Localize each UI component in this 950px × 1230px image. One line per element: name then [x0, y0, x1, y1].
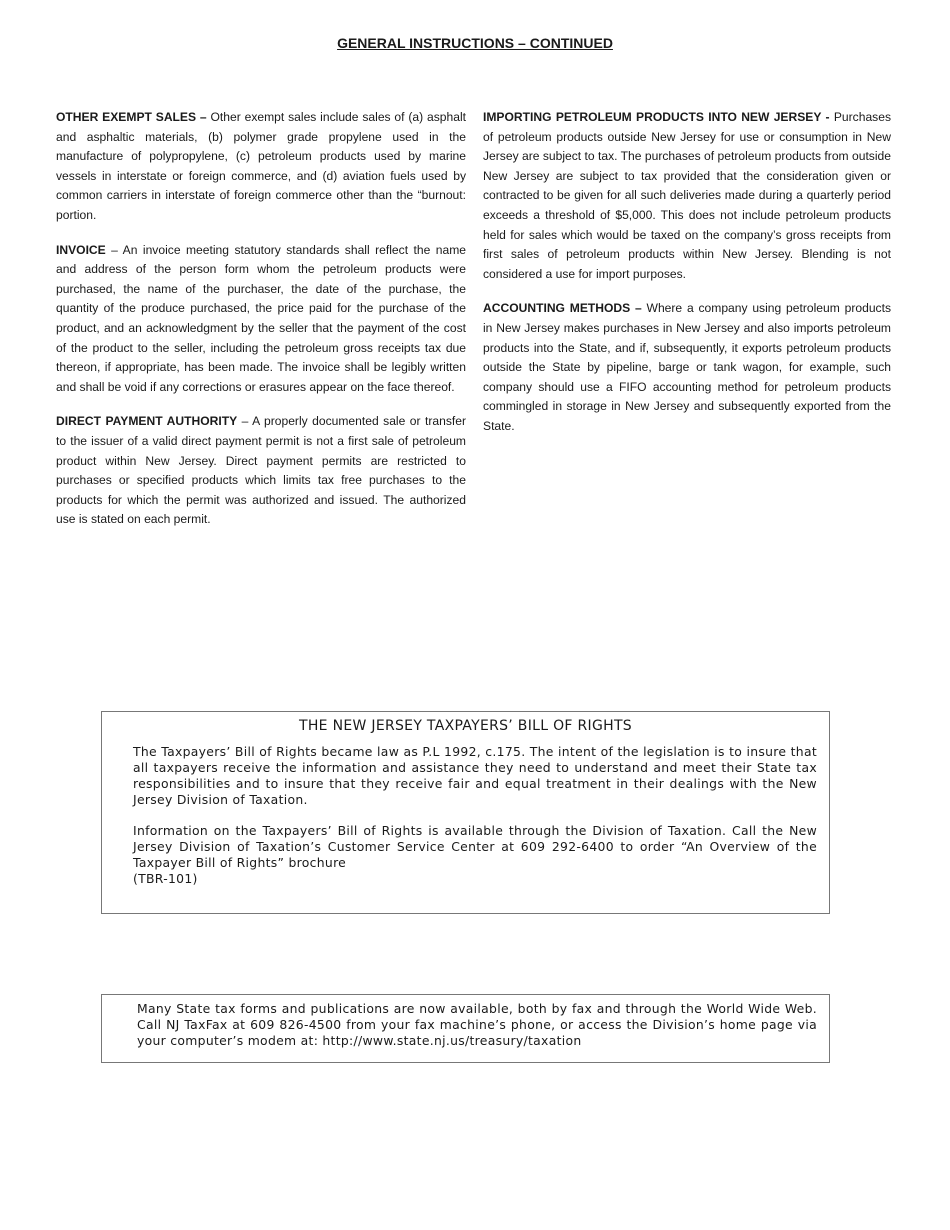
- section-heading: OTHER EXEMPT SALES –: [56, 110, 207, 124]
- bill-of-rights-title: THE NEW JERSEY TAXPAYERS’ BILL OF RIGHTS: [299, 718, 632, 734]
- section-heading: ACCOUNTING METHODS –: [483, 301, 642, 316]
- taxpayers-bill-of-rights-box: [101, 711, 830, 914]
- taxfax-notice-text: Many State tax forms and publications are now available, both by fax and through the World Wide Web. Call NJ TaxFax at 609 826-4500 from your fax machine’s phone, or access the Division’s home page via your computer’s modem at: http://www.state.nj.us/treasury/taxation: [137, 1001, 817, 1048]
- section-text: – A properly documented sale or transfer to the issuer of a valid direct payment permit is not a first sale of petroleum product within New Jersey. Direct payment permits are restricted to purchases or specified products which limits tax free purchases to the products for which the permit was authorized and issued. The authorized use is stated on each permit.: [56, 414, 467, 527]
- taxfax-notice-box: [101, 994, 830, 1063]
- section-text: Purchases of petroleum products outside New Jersey for use or consumption in New Jersey are subject to tax. The purchases of petroleum products from outside New Jersey are subject to tax provided that the consideration given or contracted to be given for all such deliveries made during a quarterly period exceeds a threshold of $5,000. This does not include petroleum products held for sales which would be taxed on the company’s gross receipts from first sales of petroleum products within New Jersey. Blending is not considered a use for import purposes.: [483, 110, 891, 281]
- right-column: [483, 108, 891, 452]
- bill-of-rights-paragraph: The Taxpayers’ Bill of Rights became law as P.L 1992, c.175. The intent of the legislation is to insure that all taxpayers receive the information and assistance they need to understand and meet their State tax responsibilities and to insure that they receive fair and equal treatment in their dealings with the New Jersey Division of Taxation.: [133, 744, 817, 807]
- section-importing-petroleum: [483, 108, 891, 284]
- section-invoice: [56, 241, 466, 398]
- form-code: (TBR-101): [133, 871, 198, 886]
- page-title: GENERAL INSTRUCTIONS – CONTINUED: [337, 35, 613, 51]
- section-heading: INVOICE: [56, 242, 106, 257]
- section-text: Other exempt sales include sales of (a) asphalt and asphaltic materials, (b) polymer grade propylene used in the manufacture of polypropylene, (c) petroleum products used by marine vessels in interstate or foreign commerce, and (d) aviation fuels used by common carriers in interstate of foreign commerce other than the “burnout: portion.: [56, 110, 466, 222]
- section-heading: IMPORTING PETROLEUM PRODUCTS INTO NEW JERSEY -: [483, 110, 830, 124]
- section-text: Where a company using petroleum products in New Jersey makes purchases in New Jersey and also imports petroleum products into the State, and if, subsequently, it exports petroleum products outside the State by pipeline, barge or tank wagon, for example, such company should use a FIFO accounting method for petroleum products commingled in storage in New Jersey and subsequently exported from the State.: [483, 301, 891, 433]
- section-text: – An invoice meeting statutory standards shall reflect the name and address of the person form whom the petroleum products were purchased, the name of the purchaser, the date of the purchase, the quantity of the produce purchased, the price paid for the purchase of the product, and an acknowledgment by the seller that the payment of the cost of the product to the seller, including the petroleum gross receipts tax due thereon, if appropriate, has been made. The invoice shall be legibly written and shall be void if any corrections or erasures appear on the face thereof.: [56, 242, 466, 394]
- left-column: [56, 108, 466, 545]
- bill-of-rights-info-text: Information on the Taxpayers’ Bill of Rights is available through the Division of Taxation. Call the New Jersey Division of Taxation’s Customer Service Center at 609 292-6400 to order “An Overview of the Taxpayer Bill of Rights” brochure: [133, 823, 817, 870]
- bill-of-rights-info-paragraph: [133, 823, 817, 887]
- section-other-exempt-sales: [56, 108, 466, 226]
- section-heading: DIRECT PAYMENT AUTHORITY: [56, 414, 238, 429]
- section-accounting-methods: [483, 299, 891, 436]
- section-direct-payment-authority: [56, 412, 466, 530]
